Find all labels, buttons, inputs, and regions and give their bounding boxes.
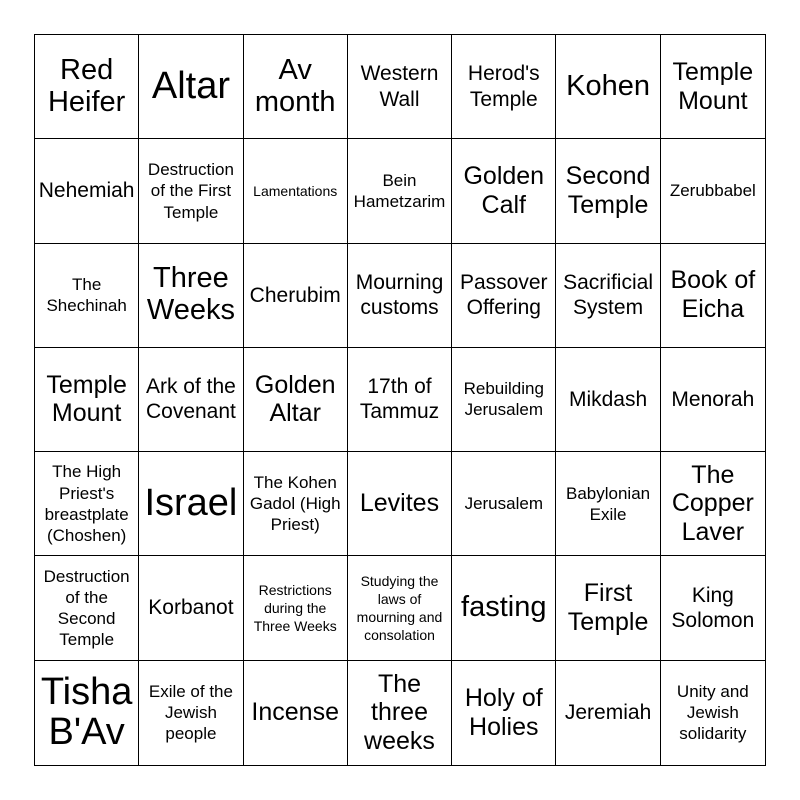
bingo-cell[interactable]: Temple Mount	[35, 348, 139, 452]
bingo-cell[interactable]: Lamentations	[244, 139, 348, 243]
bingo-cell[interactable]: Av month	[244, 35, 348, 139]
bingo-cell[interactable]: Rebuilding Jerusalem	[452, 348, 556, 452]
bingo-cell[interactable]: Bein Hametzarim	[348, 139, 452, 243]
bingo-cell[interactable]: The three weeks	[348, 661, 452, 765]
bingo-cell[interactable]: The Copper Laver	[661, 452, 765, 556]
bingo-cell[interactable]: Golden Altar	[244, 348, 348, 452]
bingo-cell[interactable]: Mourning customs	[348, 244, 452, 348]
bingo-cell[interactable]: Sacrificial System	[556, 244, 660, 348]
bingo-cell[interactable]: Zerubbabel	[661, 139, 765, 243]
bingo-cell[interactable]: Destruction of the First Temple	[139, 139, 243, 243]
bingo-cell[interactable]: Nehemiah	[35, 139, 139, 243]
bingo-cell[interactable]: Restrictions during the Three Weeks	[244, 556, 348, 660]
bingo-cell[interactable]: Jeremiah	[556, 661, 660, 765]
bingo-cell[interactable]: Ark of the Covenant	[139, 348, 243, 452]
bingo-cell[interactable]: Incense	[244, 661, 348, 765]
bingo-cell[interactable]: Three Weeks	[139, 244, 243, 348]
bingo-cell[interactable]: Korbanot	[139, 556, 243, 660]
bingo-cell[interactable]: King Solomon	[661, 556, 765, 660]
bingo-cell[interactable]: Israel	[139, 452, 243, 556]
bingo-cell[interactable]: Golden Calf	[452, 139, 556, 243]
bingo-cell[interactable]: Passover Offering	[452, 244, 556, 348]
bingo-cell[interactable]: Exile of the Jewish people	[139, 661, 243, 765]
bingo-cell[interactable]: Holy of Holies	[452, 661, 556, 765]
bingo-cell[interactable]: Destruction of the Second Temple	[35, 556, 139, 660]
bingo-cell[interactable]: Second Temple	[556, 139, 660, 243]
bingo-cell[interactable]: Altar	[139, 35, 243, 139]
bingo-cell[interactable]: Jerusalem	[452, 452, 556, 556]
bingo-cell[interactable]: Babylonian Exile	[556, 452, 660, 556]
bingo-cell[interactable]: Unity and Jewish solidarity	[676, 681, 749, 744]
bingo-cell[interactable]: Studying the laws of mourning and consolation	[348, 556, 452, 660]
bingo-board	[34, 34, 766, 766]
bingo-cell[interactable]: Red Heifer	[35, 35, 139, 139]
bingo-cell[interactable]: The High Priest's breastplate (Choshen)	[35, 452, 139, 556]
bingo-cell[interactable]: fasting	[452, 556, 556, 660]
bingo-cell[interactable]: The Shechinah	[35, 244, 139, 348]
bingo-cell[interactable]: Tisha B'Av	[35, 661, 139, 765]
bingo-cell[interactable]: Herod's Temple	[452, 35, 556, 139]
bingo-cell[interactable]: First Temple	[556, 556, 660, 660]
bingo-cell[interactable]: Menorah	[661, 348, 765, 452]
bingo-cell[interactable]: The Kohen Gadol (High Priest)	[244, 452, 348, 556]
bingo-cell[interactable]: Kohen	[556, 35, 660, 139]
bingo-cell[interactable]: 17th of Tammuz	[348, 348, 452, 452]
bingo-cell[interactable]: Temple Mount	[661, 35, 765, 139]
bingo-cell[interactable]: Book of Eicha	[661, 244, 765, 348]
bingo-cell[interactable]: Cherubim	[244, 244, 348, 348]
bingo-cell[interactable]: Levites	[348, 452, 452, 556]
bingo-cell[interactable]: Western Wall	[348, 35, 452, 139]
bingo-cell[interactable]: Mikdash	[556, 348, 660, 452]
